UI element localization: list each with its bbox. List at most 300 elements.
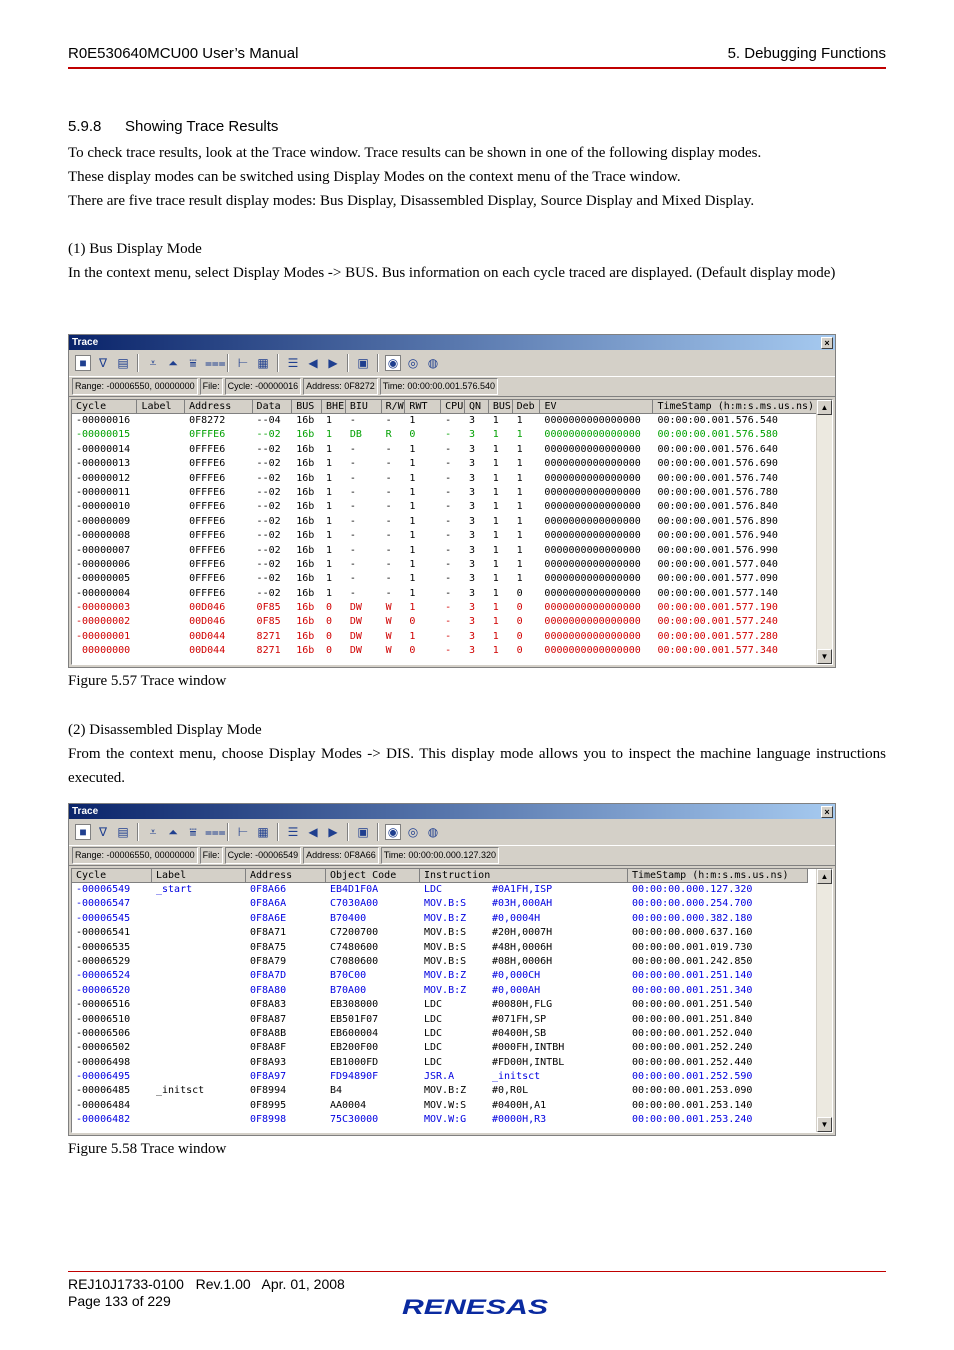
table-cell: 1 [492,645,499,657]
table-cell: #0000H,R3 [492,1114,547,1126]
table-cell: B4 [330,1085,343,1097]
table-cell: 0F85 [256,616,281,628]
table-cell: --02 [256,486,281,498]
table-cell: MOV.B:S [424,927,467,939]
table-cell: 1 [492,486,499,498]
table-row[interactable] [72,984,832,998]
table-cell: #071FH,SP [492,1013,547,1025]
table-cell: 3 [468,501,475,513]
table-cell: 16b [296,587,315,599]
column-header[interactable]: BUS [292,400,322,414]
column-header[interactable]: Label [152,869,246,883]
table-cell: - [445,530,452,542]
toolbar-separator [377,823,379,841]
trace-find-icon[interactable]: ◎ [407,356,419,370]
table-cell: EB4D1F0A [330,884,379,895]
table-cell: 16b [296,530,315,542]
vertical-scrollbar[interactable] [816,869,832,1132]
table-cell: 0F8A79 [250,955,287,967]
column-header[interactable]: Label [137,400,185,414]
table-cell [137,486,185,500]
table-cell: #0,R0L [492,1085,529,1097]
table-row[interactable] [72,472,832,486]
column-header[interactable]: Address [246,869,326,883]
table-cell: 0FFFE6 [189,544,226,556]
column-header[interactable]: R/W [382,400,406,414]
table-cell: 0 [326,616,333,628]
table-cell: 00:00:00.001.251.140 [632,970,753,982]
table-cell: 0F8A8F [250,1042,287,1054]
table-cell: -00006484 [76,1099,131,1111]
scroll-down-arrow-icon[interactable]: ▼ [817,1117,832,1132]
table-cell: 1 [492,515,499,527]
table-row[interactable] [72,544,832,558]
toolbar-separator [277,823,279,841]
table-cell: 16b [296,515,315,527]
column-header[interactable]: TimeStamp (h:m:s.ms.us.ns) [628,869,808,883]
toolbar-separator [137,823,139,841]
table-cell: - [385,515,392,527]
table-cell: 1 [409,486,416,498]
table-cell: _initsct [492,1071,541,1083]
table-cell: 1 [409,501,416,513]
table-cell: -00000004 [76,587,131,599]
table-cell: 3 [468,530,475,542]
table-cell: MOV.W:S [424,1099,467,1111]
table-cell: - [445,558,452,570]
table-cell: 0000000000000000 [544,472,641,484]
column-header[interactable]: Data [253,400,293,414]
table-cell: 1 [492,544,499,556]
column-header[interactable]: BUS [489,400,513,414]
table-cell: 3 [468,515,475,527]
table-cell: W [385,645,392,657]
column-header[interactable]: QN [465,400,489,414]
table-row[interactable] [72,1027,832,1041]
table-row[interactable] [72,883,832,897]
table-row[interactable] [72,897,832,911]
table-row[interactable] [72,926,832,940]
table-row[interactable] [72,630,832,644]
table-cell: C7200700 [330,927,379,939]
table-cell: 0FFFE6 [189,501,226,513]
footer-page-number: Page 133 of 229 [68,1293,171,1309]
status-field: Address: 0F8A66 [303,847,379,864]
table-cell: 1 [409,602,416,614]
table-cell: 00:00:00.001.252.440 [632,1056,753,1068]
table-cell: 1 [492,458,499,470]
table-cell: EB200F00 [330,1042,379,1054]
table-cell: - [445,472,452,484]
table-row[interactable] [72,1113,832,1127]
table-cell: - [349,486,356,498]
table-cell [137,414,185,428]
table-cell: - [349,415,356,426]
table-cell: -00006506 [76,1027,131,1039]
table-cell [152,1056,246,1070]
table-cell: _start [156,884,193,895]
table-cell: 1 [409,515,416,527]
expand-icon[interactable]: ⩸ [189,825,197,839]
table-row[interactable] [72,558,832,572]
table-cell [152,926,246,940]
table-cell: 00:00:00.001.576.540 [657,415,778,426]
table-cell: 1 [326,415,333,426]
table-row[interactable] [72,529,832,543]
table-cell: - [385,573,392,585]
table-cell: -00006516 [76,999,131,1011]
table-cell: - [445,443,452,455]
close-icon[interactable]: × [821,806,833,818]
table-cell: - [385,501,392,513]
table-cell: 1 [492,602,499,614]
trace-toolbar [69,819,835,846]
document-icon[interactable]: ▤ [117,825,129,839]
table-row[interactable] [72,1013,832,1027]
table-cell: --02 [256,472,281,484]
table-cell: 0000000000000000 [544,573,641,585]
table-cell: 00:00:00.001.253.140 [632,1099,753,1111]
table-cell: 1 [492,472,499,484]
table-cell: 00:00:00.001.242.850 [632,955,753,967]
table-cell: - [349,558,356,570]
table-cell: 00:00:00.001.576.740 [657,472,778,484]
toolbar-separator [277,354,279,372]
expand-icon[interactable]: ⩸ [189,356,197,370]
table-cell: 1 [492,530,499,542]
table-cell: MOV.B:Z [424,912,467,924]
collapse-icon[interactable]: ⩶ [205,356,226,370]
table-cell: 0F8A7D [250,970,287,982]
table-row[interactable] [72,615,832,629]
table-cell: 00:00:00.001.576.580 [657,429,778,441]
table-row[interactable] [72,1084,832,1098]
column-header[interactable]: BHE [322,400,346,414]
table-cell: -00006549 [76,884,131,895]
scroll-up-icon[interactable]: ⏶ [168,825,178,839]
table-cell: - [445,602,452,614]
table-cell: MOV.B:Z [424,1085,467,1097]
table-cell [137,601,185,615]
table-cell: 0000000000000000 [544,530,641,542]
table-cell: - [445,544,452,556]
section-number: 5.9.8 [68,118,102,135]
table-cell: - [385,443,392,455]
table-cell: 0 [516,602,523,614]
column-header[interactable]: RWT [405,400,441,414]
table-cell: LDC [424,999,443,1011]
table-cell: 1 [409,530,416,542]
table-cell: 1 [516,472,523,484]
scroll-down-icon[interactable]: ⩡ [149,356,157,370]
next-icon[interactable]: ▶ [328,356,338,370]
table-cell: 00:00:00.001.251.340 [632,984,753,996]
trace-window-titlebar [69,335,835,350]
table-cell: 3 [468,616,475,628]
table-cell [137,558,185,572]
table-row[interactable] [72,414,832,428]
table-cell: 3 [468,645,475,657]
trace-search-icon[interactable]: ◉ [385,824,401,840]
table-cell: -00006482 [76,1114,131,1126]
table-cell: 0F8A80 [250,984,287,996]
document-icon[interactable]: ▤ [117,356,129,370]
list-icon[interactable]: ☰ [287,825,299,839]
table-cell: DW [349,602,362,614]
table-cell: 1 [409,472,416,484]
table-cell: - [385,558,392,570]
grid-icon[interactable]: ▦ [257,825,269,839]
column-header[interactable]: Address [185,400,252,414]
table-cell: 0FFFE6 [189,515,226,527]
table-cell: EB308000 [330,999,379,1011]
trace-rows [72,883,832,1128]
column-header[interactable]: TimeStamp (h:m:s.ms.us.ns) [653,400,831,414]
table-cell: 00:00:00.001.576.890 [657,515,778,527]
table-cell [152,1070,246,1084]
footer-document-id: REJ10J1733-0100 Rev.1.00 Apr. 01, 2008 [68,1276,345,1292]
table-cell: B70A00 [330,984,367,996]
table-cell: 1 [326,486,333,498]
table-row[interactable] [72,912,832,926]
table-cell: -00006524 [76,970,131,982]
properties-icon[interactable]: ▣ [357,825,369,839]
table-cell: 16b [296,443,315,455]
table-row[interactable] [72,587,832,601]
table-cell: - [445,630,452,642]
table-row[interactable] [72,998,832,1012]
trace-find-icon[interactable]: ◎ [407,825,419,839]
table-cell: -00006547 [76,898,131,910]
table-cell: -00006502 [76,1042,131,1054]
trace-next-icon[interactable]: ◍ [427,356,439,370]
table-cell: -00006498 [76,1056,131,1068]
table-cell: -00006535 [76,941,131,953]
list-icon[interactable]: ☰ [287,356,299,370]
scroll-up-icon[interactable]: ⏶ [168,356,178,370]
table-cell: - [445,616,452,628]
table-cell: 1 [516,458,523,470]
table-cell: EB600004 [330,1027,379,1039]
table-cell: - [349,587,356,599]
table-cell: #000FH,INTBH [492,1042,565,1054]
table-cell: LDC [424,1013,443,1025]
toolbar-separator [347,823,349,841]
table-cell [137,515,185,529]
table-cell: LDC [424,884,443,895]
status-field: Range: -00006550, 00000000 [72,847,198,864]
table-cell: #FD00H,INTBL [492,1056,565,1068]
scroll-down-arrow-icon[interactable]: ▼ [817,649,832,664]
table-cell: 0F85 [256,602,281,614]
table-cell: 00:00:00.001.252.590 [632,1071,753,1083]
table-cell: 00:00:00.000.382.180 [632,912,753,924]
bus-mode-heading: (1) Bus Display Mode [68,241,202,257]
table-cell: -00006495 [76,1071,131,1083]
tree-icon[interactable]: ⊢ [237,356,249,370]
record-icon[interactable]: ■ [75,355,91,371]
properties-icon[interactable]: ▣ [357,356,369,370]
table-cell: - [385,587,392,599]
table-row[interactable] [72,515,832,529]
table-cell: 0F8A71 [250,927,287,939]
trace-column-header [72,869,832,883]
table-cell: 16b [296,544,315,556]
table-cell [137,587,185,601]
table-cell: -00000005 [76,573,131,585]
table-cell: - [349,443,356,455]
vertical-scrollbar[interactable] [816,400,832,664]
table-cell: #48H,0006H [492,941,553,953]
table-cell: 0F8A83 [250,999,287,1011]
table-cell: 0 [516,616,523,628]
table-cell: 0F8A6A [250,898,287,910]
table-cell: 0 [409,645,416,657]
table-cell: 00D046 [189,602,226,614]
table-row[interactable] [72,500,832,514]
table-cell: #08H,0006H [492,955,553,967]
table-cell: 00:00:00.001.577.040 [657,558,778,570]
table-cell: 1 [516,573,523,585]
table-row[interactable] [72,572,832,586]
record-icon[interactable]: ■ [75,824,91,840]
table-cell: 0FFFE6 [189,486,226,498]
table-cell: LDC [424,1056,443,1068]
column-header[interactable]: CPU [441,400,465,414]
table-cell [137,472,185,486]
table-cell: W [385,616,392,628]
table-cell [152,1013,246,1027]
column-header[interactable]: EV [540,400,653,414]
table-cell: 00D044 [189,630,226,642]
table-cell: 1 [326,573,333,585]
table-cell [137,443,185,457]
scroll-down-icon[interactable]: ⩡ [149,825,157,839]
table-row[interactable] [72,601,832,615]
grid-icon[interactable]: ▦ [257,356,269,370]
table-cell: 8271 [256,645,281,657]
table-cell: -00000012 [76,472,131,484]
table-cell: 00:00:00.000.127.320 [632,884,753,895]
table-cell: 3 [468,558,475,570]
table-cell: 00:00:00.001.252.240 [632,1042,753,1054]
table-cell: - [349,472,356,484]
prev-icon[interactable]: ◀ [308,356,318,370]
column-header[interactable]: Cycle [72,869,152,883]
table-cell: - [385,544,392,556]
table-cell: 00:00:00.001.576.780 [657,486,778,498]
table-cell: 1 [326,515,333,527]
column-header[interactable]: Deb [513,400,541,414]
table-cell: 00:00:00.001.576.990 [657,544,778,556]
table-cell: 16b [296,602,315,614]
dis-mode-heading: (2) Disassembled Display Mode [68,722,262,738]
table-cell: DB [349,429,362,441]
table-cell: AA0004 [330,1099,367,1111]
table-cell: 0000000000000000 [544,443,641,455]
table-cell: -00000001 [76,630,131,642]
column-header[interactable]: Cycle [72,400,137,414]
trace-list[interactable] [71,868,833,1133]
table-cell: #03H,000AH [492,898,553,910]
header-manual-title: R0E530640MCU00 User’s Manual [68,45,299,62]
bus-mode-text: In the context menu, select Display Modes -> BUS. Bus information on each cycle traced are displayed. (Default display mode) [68,265,836,281]
scroll-up-arrow-icon[interactable]: ▲ [817,869,832,884]
table-cell: B70C00 [330,970,367,982]
trace-window-titlebar [69,804,835,819]
close-icon[interactable]: × [821,337,833,349]
table-cell: 00:00:00.000.637.160 [632,927,753,939]
table-row[interactable] [72,486,832,500]
table-cell: 1 [492,443,499,455]
table-row[interactable] [72,644,832,658]
table-cell: 0F8A93 [250,1056,287,1068]
filter-icon[interactable]: ∇ [98,356,108,370]
trace-next-icon[interactable]: ◍ [427,825,439,839]
scroll-up-arrow-icon[interactable]: ▲ [817,400,832,415]
filter-icon[interactable]: ∇ [98,825,108,839]
collapse-icon[interactable]: ⩶ [205,825,226,839]
status-field: Time: 00:00:00.000.127.320 [381,847,499,864]
table-row[interactable] [72,941,832,955]
prev-icon[interactable]: ◀ [308,825,318,839]
column-header[interactable]: Object Code [326,869,420,883]
table-row[interactable] [72,1041,832,1055]
tree-icon[interactable]: ⊢ [237,825,249,839]
table-cell: 1 [409,458,416,470]
table-row[interactable] [72,428,832,442]
table-row[interactable] [72,443,832,457]
table-cell: B70400 [330,912,367,924]
table-cell: 0FFFE6 [189,472,226,484]
table-cell [152,897,246,911]
table-row[interactable] [72,1070,832,1084]
trace-search-icon[interactable]: ◉ [385,355,401,371]
table-cell: 0F8A8B [250,1027,287,1039]
table-cell: #0,000CH [492,970,541,982]
table-cell: 1 [492,501,499,513]
table-row[interactable] [72,457,832,471]
table-cell: 0FFFE6 [189,573,226,585]
table-cell: 0F8A6E [250,912,287,924]
table-cell: 0000000000000000 [544,587,641,599]
table-cell: 0000000000000000 [544,616,641,628]
table-row[interactable] [72,955,832,969]
table-cell: 1 [492,616,499,628]
table-cell: 00:00:00.001.576.640 [657,443,778,455]
next-icon[interactable]: ▶ [328,825,338,839]
table-cell: - [349,530,356,542]
table-cell: FD94890F [330,1071,379,1083]
trace-list[interactable] [71,399,833,665]
table-row[interactable] [72,1056,832,1070]
table-cell: 16b [296,429,315,441]
table-cell: 0FFFE6 [189,458,226,470]
table-cell [152,1113,246,1127]
table-row[interactable] [72,969,832,983]
table-cell: 00:00:00.001.576.840 [657,501,778,513]
table-row[interactable] [72,1099,832,1113]
table-cell: 16b [296,616,315,628]
table-cell [152,941,246,955]
table-cell: DW [349,630,362,642]
column-header[interactable]: BIU [346,400,382,414]
table-cell: 0000000000000000 [544,602,641,614]
table-cell: 1 [492,558,499,570]
table-cell: 0000000000000000 [544,458,641,470]
table-cell: 16b [296,501,315,513]
column-header[interactable]: Instruction [420,869,628,883]
